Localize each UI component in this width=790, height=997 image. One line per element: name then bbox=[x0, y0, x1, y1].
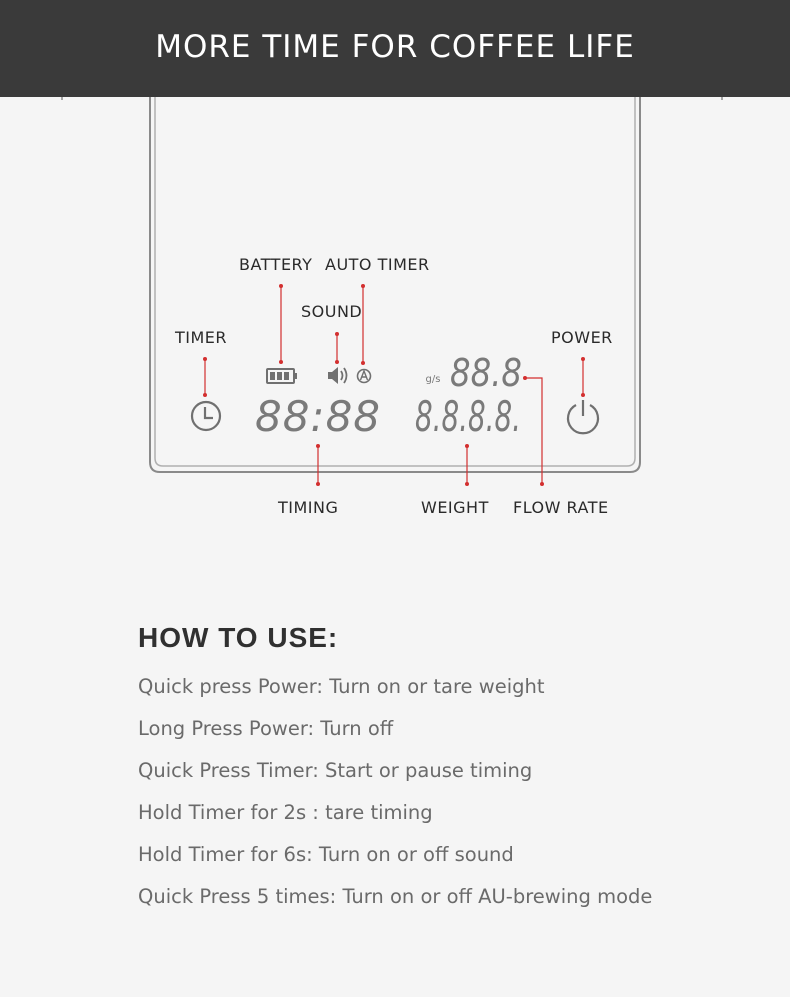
timing-label: TIMING bbox=[278, 498, 339, 517]
howto-heading: HOW TO USE: bbox=[138, 622, 339, 653]
instruction-item: Quick press Power: Turn on or tare weight bbox=[138, 675, 545, 698]
flow-unit-label: g/s bbox=[425, 374, 441, 385]
instruction-item: Quick Press Timer: Start or pause timing bbox=[138, 759, 533, 782]
callout-dots bbox=[203, 284, 585, 486]
instruction-item: Quick Press 5 times: Turn on or off AU-brewing mode bbox=[138, 885, 653, 908]
instructions-list bbox=[138, 674, 652, 926]
auto-timer-icon bbox=[358, 370, 371, 383]
flow-rate-readout: 88.8 bbox=[450, 351, 522, 395]
sound-icon bbox=[328, 367, 347, 384]
battery-icon bbox=[267, 369, 297, 383]
timer-icon[interactable] bbox=[192, 402, 220, 430]
weight-readout: 8.8.8.8. bbox=[415, 392, 521, 441]
instruction-item: Hold Timer for 2s : tare timing bbox=[138, 801, 433, 824]
corner-marks bbox=[62, 97, 722, 100]
instruction-item: Long Press Power: Turn off bbox=[138, 717, 394, 740]
callout-lines bbox=[205, 286, 583, 484]
power-icon[interactable] bbox=[568, 400, 598, 433]
sound-label: SOUND bbox=[301, 302, 363, 321]
timing-readout: 88:88 bbox=[254, 392, 382, 441]
flow-rate-label: FLOW RATE bbox=[513, 498, 609, 517]
scale-body bbox=[150, 97, 640, 472]
battery-label: BATTERY bbox=[239, 255, 313, 274]
weight-label: WEIGHT bbox=[421, 498, 489, 517]
instruction-item: Hold Timer for 6s: Turn on or off sound bbox=[138, 843, 514, 866]
banner-title: MORE TIME FOR COFFEE LIFE bbox=[155, 28, 635, 65]
power-label: POWER bbox=[551, 328, 613, 347]
timer-label: TIMER bbox=[175, 328, 228, 347]
auto-timer-label: AUTO TIMER bbox=[325, 255, 430, 274]
